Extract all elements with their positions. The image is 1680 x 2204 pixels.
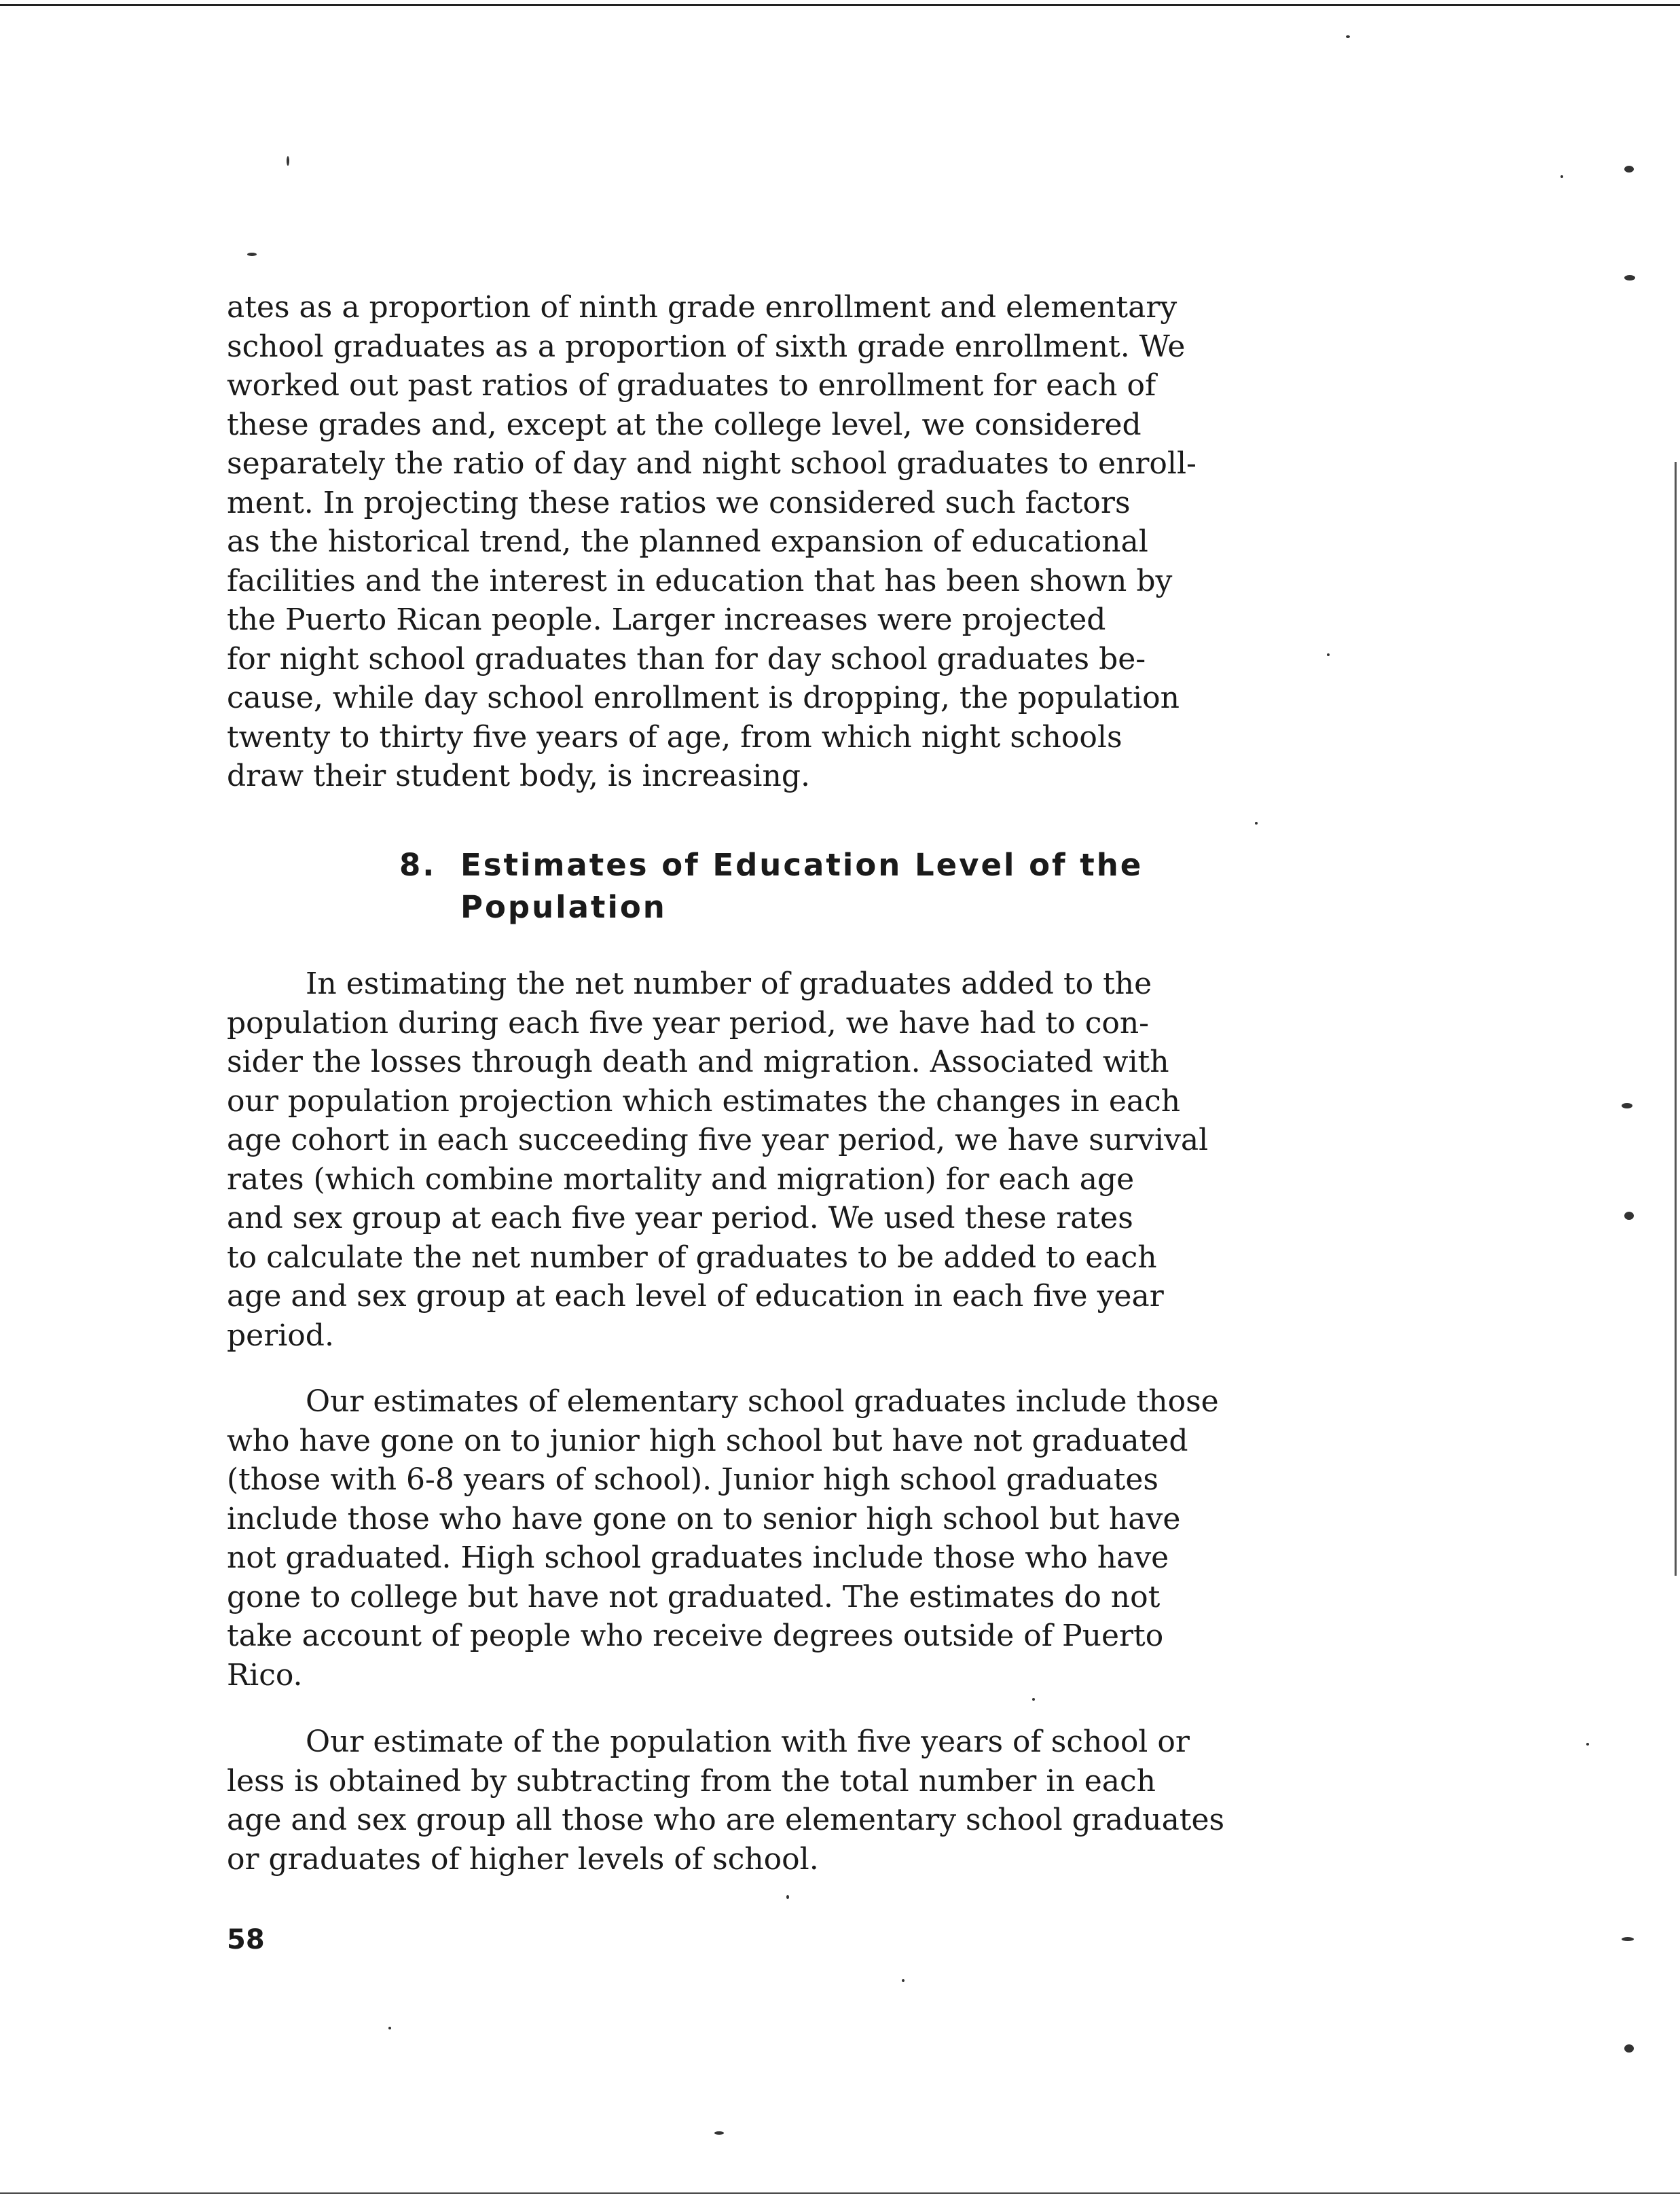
section-title-line-1: Estimates of Education Level of the: [460, 847, 1144, 883]
scan-speck: [1624, 166, 1634, 173]
scan-speck: [287, 156, 289, 166]
text-line: separately the ratio of day and night school graduates to enroll-: [227, 446, 1197, 481]
text-line: age cohort in each succeeding five year period, we have survival: [227, 1123, 1209, 1157]
paragraph-graduate-definitions: [227, 1382, 1381, 1695]
text-line: take account of people who receive degrees outside of Puerto: [227, 1619, 1164, 1653]
text-line: to calculate the net number of graduates to be added to each: [227, 1240, 1157, 1275]
text-line: include those who have gone on to senior high school but have: [227, 1501, 1181, 1536]
text-line: cause, while day school enrollment is dropping, the population: [227, 681, 1180, 715]
scan-speck: [1032, 1698, 1035, 1701]
scan-speck: [1622, 1937, 1634, 1941]
paragraph-continued: [227, 288, 1381, 796]
text-line: rates (which combine mortality and migration) for each age: [227, 1161, 1135, 1197]
scan-speck: [388, 2027, 391, 2029]
scan-speck: [247, 253, 257, 256]
text-line: less is obtained by subtracting from the total number in each: [227, 1763, 1156, 1799]
text-line: these grades and, except at the college level, we considered: [227, 407, 1142, 442]
page-number: 58: [227, 1924, 265, 1955]
text-line: population during each five year period, we have had to con-: [227, 1005, 1150, 1041]
text-line: and sex group at each five year period. We used these rates: [227, 1201, 1133, 1235]
scan-speck: [714, 2131, 724, 2135]
scan-speck: [1624, 275, 1635, 281]
scan-speck: [1624, 1212, 1634, 1220]
text-line: draw their student body, is increasing.: [227, 759, 810, 793]
scan-speck: [1560, 175, 1563, 178]
text-line: Our estimates of elementary school graduates include those: [306, 1384, 1219, 1419]
text-line: worked out past ratios of graduates to enrollment for each of: [227, 368, 1156, 403]
scan-speck: [1346, 35, 1350, 38]
text-line: who have gone on to junior high school but have not graduated: [227, 1423, 1188, 1458]
text-line: as the historical trend, the planned expansion of educational: [227, 524, 1148, 559]
bottom-scan-edge: [0, 2192, 1680, 2194]
text-line: ment. In projecting these ratios we considered such factors: [227, 485, 1131, 520]
text-line: facilities and the interest in education that has been shown by: [227, 563, 1173, 598]
text-line: for night school graduates than for day school graduates be-: [227, 641, 1146, 676]
paragraph-five-years-or-less: [227, 1722, 1381, 1879]
scan-speck: [1255, 822, 1258, 825]
scan-speck: [902, 1979, 905, 1982]
text-line: Our estimate of the population with five years of school or: [306, 1724, 1190, 1759]
top-scan-edge: [0, 4, 1680, 6]
scan-speck: [1624, 2044, 1634, 2053]
text-line: ates as a proportion of ninth grade enrollment and elementary: [227, 290, 1177, 325]
right-scan-edge: [1675, 462, 1677, 1576]
section-heading: [399, 844, 1143, 928]
scan-speck: [1622, 1103, 1632, 1108]
paragraph-net-graduates: [227, 964, 1381, 1355]
text-line: (those with 6-8 years of school). Junior high school graduates: [227, 1462, 1158, 1497]
text-line: period.: [227, 1318, 334, 1353]
scan-speck: [1586, 1743, 1589, 1746]
text-line: or graduates of higher levels of school.: [227, 1841, 819, 1877]
text-line: twenty to thirty five years of age, from which night schools: [227, 719, 1122, 755]
text-line: age and sex group all those who are elementary school graduates: [227, 1803, 1225, 1837]
text-line: In estimating the net number of graduates added to the: [306, 966, 1152, 1001]
section-number: 8.: [399, 847, 437, 883]
scan-speck: [786, 1895, 789, 1899]
text-line: school graduates as a proportion of sixth grade enrollment. We: [227, 329, 1186, 364]
text-line: our population projection which estimates the changes in each: [227, 1083, 1181, 1119]
section-title-line-2: Population: [460, 889, 667, 925]
text-line: Rico.: [227, 1657, 303, 1693]
text-line: gone to college but have not graduated. The estimates do not: [227, 1579, 1161, 1614]
text-line: the Puerto Rican people. Larger increases were projected: [227, 602, 1106, 637]
text-line: age and sex group at each level of education in each five year: [227, 1279, 1164, 1314]
text-line: sider the losses through death and migration. Associated with: [227, 1045, 1169, 1079]
text-line: not graduated. High school graduates include those who have: [227, 1540, 1169, 1575]
